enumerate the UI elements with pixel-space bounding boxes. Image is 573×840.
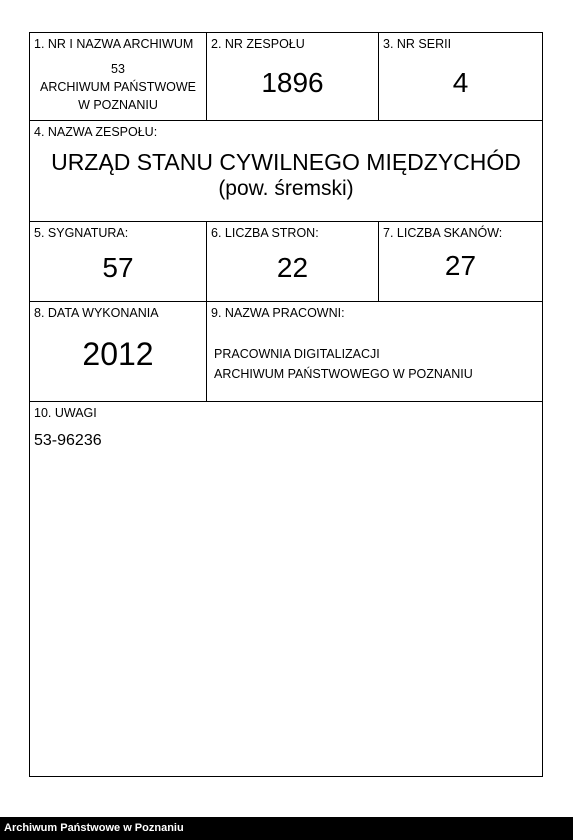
lab-name-line2: ARCHIWUM PAŃSTWOWEGO W POZNANIU — [214, 367, 473, 381]
cell-archive — [30, 33, 206, 120]
label-fonds-name: 4. NAZWA ZESPOŁU: — [34, 125, 158, 139]
archive-details — [30, 60, 206, 114]
label-lab: 9. NAZWA PRACOWNI: — [211, 306, 345, 320]
value-scan-count: 27 — [444, 250, 477, 281]
label-signature: 5. SYGNATURA: — [34, 226, 129, 240]
cell-fonds-number — [206, 33, 378, 120]
lab-name — [214, 344, 473, 384]
cell-series — [378, 33, 542, 120]
cell-page-count — [206, 222, 378, 301]
archive-card — [29, 32, 543, 777]
cell-date — [30, 302, 206, 401]
row-date-lab — [30, 302, 542, 402]
footer-text: Archiwum Państwowe w Poznaniu — [4, 822, 184, 834]
lab-name-line1: PRACOWNIA DIGITALIZACJI — [214, 347, 380, 361]
value-signature: 57 — [102, 252, 134, 283]
archive-name-line2: W POZNANIU — [78, 98, 158, 112]
value-date: 2012 — [82, 336, 154, 372]
footer-bar — [0, 817, 573, 840]
cell-signature — [30, 222, 206, 301]
row-archive-info — [30, 33, 542, 121]
value-fonds-number: 1896 — [261, 67, 324, 98]
fonds-name-line2: (pow. śremski) — [218, 177, 354, 200]
row-counts — [30, 222, 542, 302]
label-page-count: 6. LICZBA STRON: — [211, 226, 319, 240]
label-archive: 1. NR I NAZWA ARCHIWUM — [34, 37, 194, 51]
fonds-name-line1: URZĄD STANU CYWILNEGO MIĘDZYCHÓD — [51, 149, 521, 175]
label-date: 8. DATA WYKONANIA — [34, 306, 159, 320]
value-series: 4 — [452, 67, 469, 98]
cell-lab — [206, 302, 542, 401]
value-notes: 53-96236 — [34, 432, 102, 449]
cell-scan-count — [378, 222, 542, 301]
label-scan-count: 7. LICZBA SKANÓW: — [383, 226, 503, 240]
archive-number: 53 — [111, 62, 125, 76]
label-notes: 10. UWAGI — [34, 406, 97, 420]
archive-name-line1: ARCHIWUM PAŃSTWOWE — [39, 80, 196, 94]
row-fonds-name — [30, 121, 542, 222]
label-series: 3. NR SERII — [383, 37, 452, 51]
label-fonds-number: 2. NR ZESPOŁU — [211, 37, 305, 51]
row-notes — [30, 402, 542, 776]
value-page-count: 22 — [276, 252, 309, 283]
